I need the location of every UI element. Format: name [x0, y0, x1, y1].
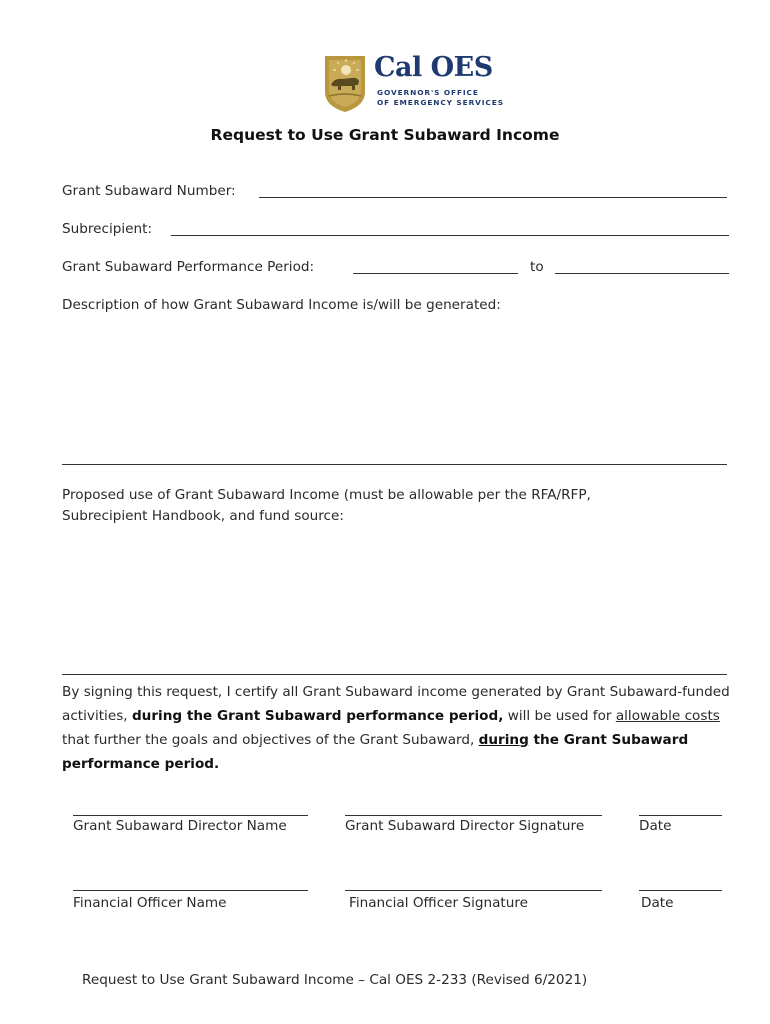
proposed-use-label-line2: Subrecipient Handbook, and fund source: — [62, 508, 344, 524]
bear-shield-icon — [322, 52, 368, 114]
cert-bold-underline-during: during — [478, 732, 529, 748]
director-signature-label: Grant Subaward Director Signature — [345, 818, 585, 834]
subaward-number-label: Grant Subaward Number: — [62, 183, 236, 199]
cert-bold-2: the Grant Subaward performance period. — [62, 732, 689, 772]
date1-label: Date — [639, 818, 672, 834]
director-name-label: Grant Subaward Director Name — [73, 818, 287, 834]
proposed-use-field[interactable] — [62, 674, 727, 675]
proposed-use-label-line1: Proposed use of Grant Subaward Income (must be allowable per the RFA/RFP, — [62, 487, 591, 503]
subrecipient-label: Subrecipient: — [62, 221, 153, 237]
officer-signature-line[interactable] — [345, 890, 602, 891]
director-signature-line[interactable] — [345, 815, 602, 816]
officer-signature-label: Financial Officer Signature — [349, 895, 529, 911]
cert-text-1: By signing this request, I certify all Grant Subaward income generated by Grant Subaward-funded activities, — [62, 684, 730, 724]
cert-underline-allowable-costs: allowable costs — [615, 708, 720, 724]
performance-period-to-label: to — [530, 259, 544, 275]
cal-oes-logo — [322, 52, 504, 114]
performance-period-start-field[interactable] — [353, 273, 518, 274]
cert-text-3: that further the goals and objectives of the Grant Subaward, — [62, 732, 479, 748]
date2-label: Date — [641, 895, 674, 911]
certification-paragraph — [62, 680, 732, 776]
logo-subtitle-line2: OF EMERGENCY SERVICES — [377, 98, 504, 107]
performance-period-label: Grant Subaward Performance Period: — [62, 259, 315, 275]
director-name-line[interactable] — [73, 815, 308, 816]
description-label: Description of how Grant Subaward Income is/will be generated: — [62, 297, 501, 313]
officer-name-line[interactable] — [73, 890, 308, 891]
footer-form-id: Request to Use Grant Subaward Income – Cal OES 2-233 (Revised 6/2021) — [82, 972, 588, 988]
cert-text-2: will be used for — [503, 708, 616, 724]
performance-period-end-field[interactable] — [555, 273, 729, 274]
date2-line[interactable] — [639, 890, 722, 891]
officer-name-label: Financial Officer Name — [73, 895, 227, 911]
logo-wordmark: Cal OES — [374, 52, 493, 83]
form-title: Request to Use Grant Subaward Income — [210, 126, 560, 144]
logo-subtitle-line1: GOVERNOR'S OFFICE — [377, 88, 479, 97]
cert-bold-1: during the Grant Subaward performance period, — [131, 708, 504, 724]
description-field[interactable] — [62, 464, 727, 465]
date1-line[interactable] — [639, 815, 722, 816]
subrecipient-field[interactable] — [171, 235, 729, 236]
subaward-number-field[interactable] — [259, 197, 727, 198]
